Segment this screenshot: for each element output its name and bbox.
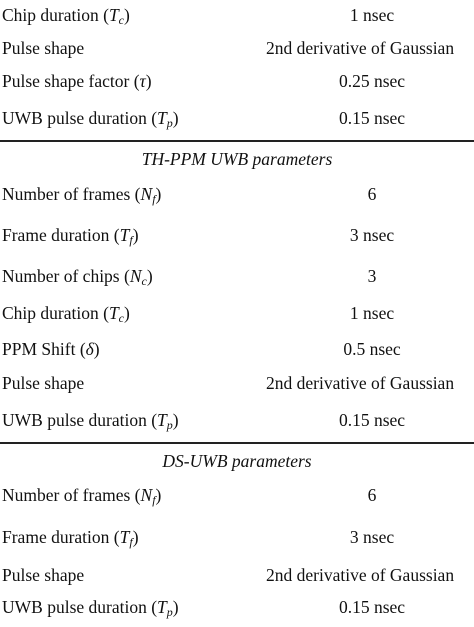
row-value: 0.15 nsec <box>338 597 406 617</box>
row-value: 2nd derivative of Gaussian <box>266 565 455 585</box>
row-value: 3 nsec <box>349 527 395 547</box>
row-label: Number of chips $(N_c)$ <box>2 266 153 288</box>
table-row <box>0 334 474 364</box>
table-row <box>0 560 474 590</box>
row-label: UWB pulse duration $(T_p)$ <box>2 108 179 130</box>
row-value: 0.15 nsec <box>338 108 406 128</box>
row-label: UWB pulse duration $(T_p)$ <box>2 410 179 432</box>
section-title-th-ppm: TH-PPM UWB parameters <box>141 149 333 169</box>
table-row <box>0 0 474 30</box>
row-value: 3 <box>367 266 377 286</box>
row-value: 6 <box>367 184 377 204</box>
table-row <box>0 405 474 435</box>
table-rule <box>0 140 474 142</box>
table-row <box>0 66 474 96</box>
row-label: Chip duration $(T_c)$ <box>2 5 130 27</box>
row-label: Pulse shape <box>2 373 85 393</box>
row-label: Chip duration $(T_c)$ <box>2 303 130 325</box>
table-row <box>0 298 474 328</box>
row-label: Pulse shape <box>2 565 85 585</box>
row-value: 6 <box>367 485 377 505</box>
table-row <box>0 103 474 133</box>
row-value: 1 nsec <box>349 303 395 323</box>
row-label: Number of frames $(N_f)$ <box>2 184 162 206</box>
table-row <box>0 522 474 552</box>
table-row <box>0 368 474 398</box>
row-label: PPM Shift (δ) <box>2 339 100 359</box>
table-row <box>0 261 474 291</box>
row-value: 1 nsec <box>349 5 395 25</box>
row-label: Frame duration $(T_f)$ <box>2 225 139 247</box>
row-label: Pulse shape factor (τ) <box>2 71 152 91</box>
row-value: 3 nsec <box>349 225 395 245</box>
section-title-ds-uwb: DS-UWB parameters <box>162 451 312 471</box>
table-row <box>0 592 474 622</box>
row-label: Pulse shape <box>2 38 85 58</box>
table-row <box>0 220 474 250</box>
table-row <box>0 179 474 209</box>
row-label: Frame duration $(T_f)$ <box>2 527 139 549</box>
table-rule <box>0 442 474 444</box>
table-row <box>0 480 474 510</box>
row-value: 2nd derivative of Gaussian <box>266 373 455 393</box>
table-row <box>0 33 474 63</box>
row-value: 0.5 nsec <box>343 339 401 359</box>
row-value: 0.25 nsec <box>338 71 406 91</box>
row-value: 0.15 nsec <box>338 410 406 430</box>
row-value: 2nd derivative of Gaussian <box>266 38 455 58</box>
row-label: UWB pulse duration $(T_p)$ <box>2 597 179 619</box>
row-label: Number of frames $(N_f)$ <box>2 485 162 507</box>
